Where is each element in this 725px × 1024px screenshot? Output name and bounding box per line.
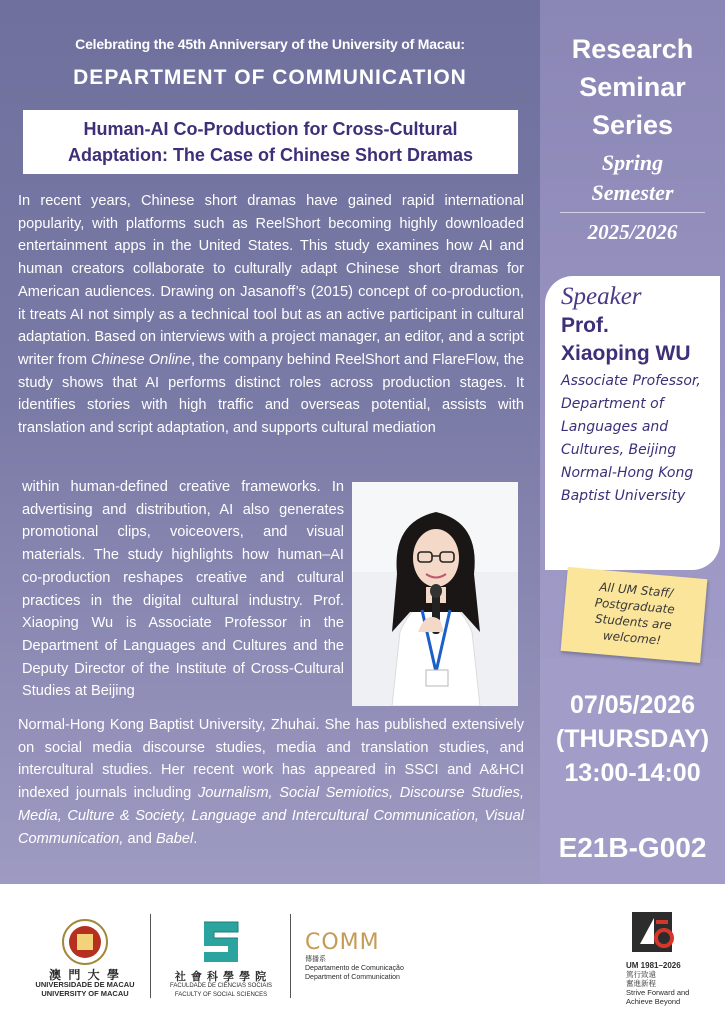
title-line-1: Human-AI Co-Production for Cross-Cultural: [83, 119, 458, 139]
title-line-2: Adaptation: The Case of Chinese Short Dramas: [67, 145, 474, 165]
semester-divider: [560, 212, 705, 213]
speaker-affiliation: Associate Professor, Department of Languages and Cultures, Beijing Normal-Hong Kong Baptist University: [561, 373, 701, 504]
footer-divider-1: [150, 914, 151, 998]
event-room: E21B-G002: [558, 832, 707, 863]
speaker-portrait-illustration: [352, 482, 518, 706]
seminar-title: [23, 110, 518, 174]
journal-list: Journalism, Social Semiotics, Discourse Studies, Media, Culture & Society, Language and Intercultural Communication, Visual Communication,: [18, 785, 524, 847]
event-time: 13:00-14:00: [564, 759, 701, 787]
speaker-name: Prof. Xiaoping WU: [561, 314, 691, 365]
um-crest-icon: [30, 918, 140, 966]
anniversary-45-icon: [630, 910, 690, 956]
welcome-sticky-note: All UM Staff/ Postgraduate Students are welcome!: [561, 567, 708, 663]
company-name: Chinese Online: [91, 351, 191, 368]
series-title: Research Seminar Series: [571, 34, 694, 140]
speaker-label: Speaker: [561, 283, 642, 310]
footer-divider-2: [290, 914, 291, 998]
event-date: 07/05/2026: [569, 691, 696, 719]
um-anniversary-logo: UM 1981–2026 篤行致遠 奮進新程 Strive Forward and Achieve Beyond: [626, 910, 706, 1010]
journal-babel: Babel: [155, 830, 194, 847]
abstract-part-2: within human-defined creative frameworks. In advertising and distribution, AI also generates promotional clips, voiceovers, and visual materials. The study highlights how human–AI co-production reshapes creative and cultural practices in the digital cultural industry. Prof. Xiaoping Wu is Associate Professor in the Department of Languages and Cultures and the Deputy Director of the Institute of Cross-Cultural Studies at Beijing: [22, 479, 344, 700]
abstract-part-3: Normal-Hong Kong Baptist University, Zhuhai. She has published extensively on social media discourse studies, media and translation studies, and intercultural studies. Her recent work has appeared in SSCI and A&HCI indexed journals including Journalism, Social Semiotics, Discourse Studies, Media, Culture & Society, Language and Intercultural Communication, Visual Communication, and Babel.: [18, 717, 524, 847]
comm-wordmark: COMM: [305, 930, 380, 955]
speaker-card: [545, 276, 720, 570]
event-datetime: [540, 688, 725, 790]
anniversary-heading: Celebrating the 45th Anniversary of the University of Macau:: [75, 36, 465, 52]
semester-label: Spring Semester: [591, 150, 674, 205]
academic-year: 2025/2026: [587, 220, 678, 244]
comm-logo: COMM 傳播系 Departamento de Comunicação Department of Communication: [305, 930, 415, 1000]
abstract-part-1: In recent years, Chinese short dramas have gained rapid international popularity, with platforms such as ReelShort becoming highly downloaded entertainment apps in the United States. This study examines how AI and human creators collaborate to culturally adapt Chinese short dramas for American audiences. Drawing on Jasanoff’s (2015) concept of co-production, it treats AI not simply as a technical tool but as an active participant in cultural adaptation. Based on interviews with a project manager, an editor, and a script writer from Chinese Online, the company behind ReelShort and FlareFlow, the study shows that AI performs distinct roles across production stages. It identifies stories with high traffic and overseas potential, assists with translation and script adaptation, and supports cultural mediation: [18, 193, 525, 437]
fss-s-icon: [162, 918, 280, 968]
event-weekday: (THURSDAY): [555, 725, 710, 753]
fss-logo: 社 會 科 學 學 院 FACULDADE DE CIÊNCIAS SOCIAIS FACULTY OF SOCIAL SCIENCES: [162, 918, 280, 1008]
department-heading: DEPARTMENT OF COMMUNICATION: [73, 66, 467, 89]
um-logo: 澳 門 大 學 UNIVERSIDADE DE MACAU UNIVERSITY OF MACAU: [30, 918, 140, 1008]
speaker-photo: [352, 482, 518, 706]
